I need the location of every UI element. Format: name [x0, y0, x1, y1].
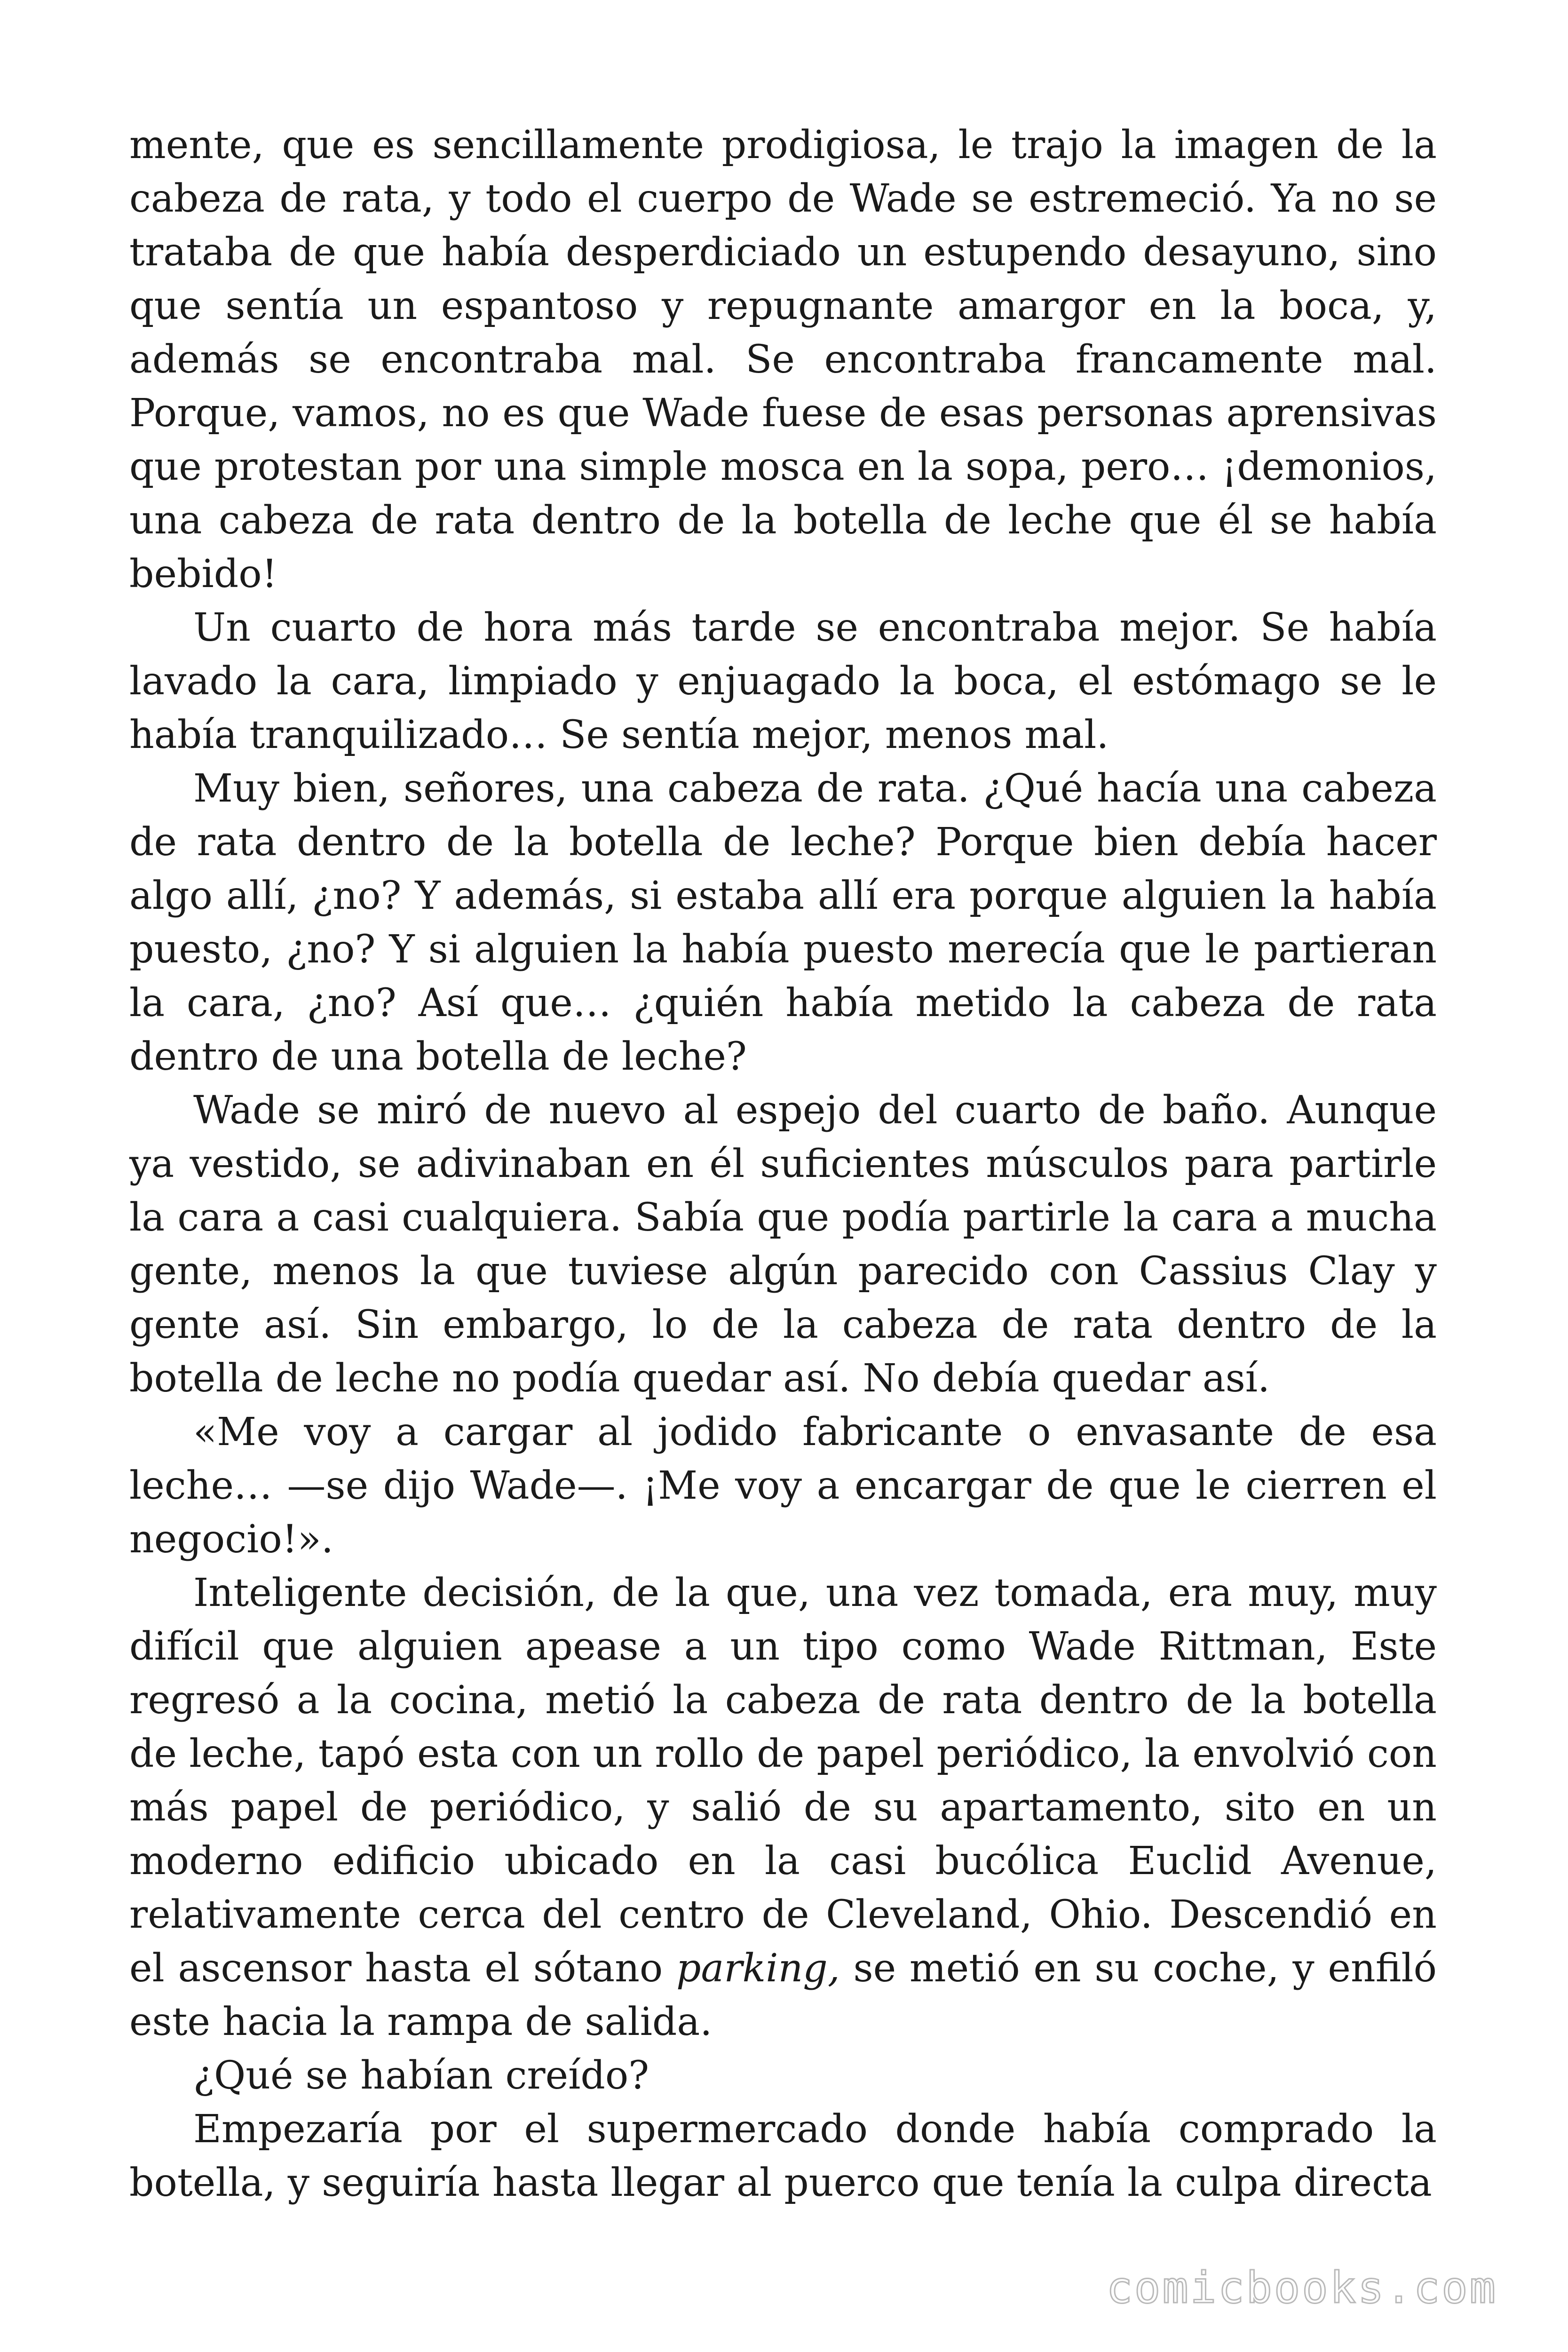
- paragraph-4: Wade se miró de nuevo al espejo del cuarto de baño. Aunque ya vestido, se adivinaban en él suficientes músculos para partirle la cara a casi cualquiera. Sabía que podía partirle la cara a mucha gente, menos la que tuviese algún parecido con Cassius Clay y gente así. Sin embargo, lo de la cabeza de rata dentro de la botella de leche no podía quedar así. No debía quedar así.: [129, 1088, 1437, 1401]
- body-text: [129, 119, 1437, 2210]
- paragraph-2: Un cuarto de hora más tarde se encontraba mejor. Se había lavado la cara, limpiado y enjuagado la boca, el estómago se le había tranquilizado… Se sentía mejor, menos mal.: [129, 605, 1437, 757]
- watermark-logo: comicbooks.com: [1106, 2263, 1497, 2313]
- paragraph-3: Muy bien, señores, una cabeza de rata. ¿Qué hacía una cabeza de rata dentro de la botella de leche? Porque bien debía hacer algo allí, ¿no? Y además, si estaba allí era porque alguien la había puesto, ¿no? Y si alguien la había puesto merecía que le partieran la cara, ¿no? Así que… ¿quién había metido la cabeza de rata dentro de una botella de leche?: [129, 766, 1437, 1079]
- paragraph-7: ¿Qué se habían creído?: [193, 2053, 649, 2098]
- italic-word: parking,: [676, 1946, 840, 1991]
- paragraph-1: mente, que es sencillamente prodigiosa, le trajo la imagen de la cabeza de rata, y todo el cuerpo de Wade se estremeció. Ya no se trataba de que había desperdiciado un estupendo desayuno, sino que sentía un espantoso y repugnante amargor en la boca, y, además se encontraba mal. Se encontraba francamente mal. Porque, vamos, no es que Wade fuese de esas personas aprensivas que protestan por una simple mosca en la sopa, pero… ¡demonios, una cabeza de rata dentro de la botella de leche que él se había bebido!: [129, 123, 1437, 596]
- paragraph-8: Empezaría por el supermercado donde había comprado la botella, y seguiría hasta llegar al puerco que tenía la culpa directa: [129, 2107, 1437, 2205]
- paragraph-6: Inteligente decisión, de la que, una vez tomada, era muy, muy difícil que alguien apease a un tipo como Wade Rittman, Este regresó a la cocina, metió la cabeza de rata dentro de la botella de leche, tapó esta con un rollo de papel periódico, la envolvió con más papel de periódico, y salió de su apartamento, sito en un moderno edificio ubicado en la casi bucólica Euclid Avenue, relativamente cerca del centro de Cleveland, Ohio. Descendió en el ascensor hasta el sótano parking, se metió en su coche, y enfiló este hacia la rampa de salida.: [129, 1571, 1437, 2044]
- paragraph-5: «Me voy a cargar al jodido fabricante o envasante de esa leche… —se dijo Wade—. ¡Me voy a encargar de que le cierren el negocio!».: [129, 1410, 1437, 1562]
